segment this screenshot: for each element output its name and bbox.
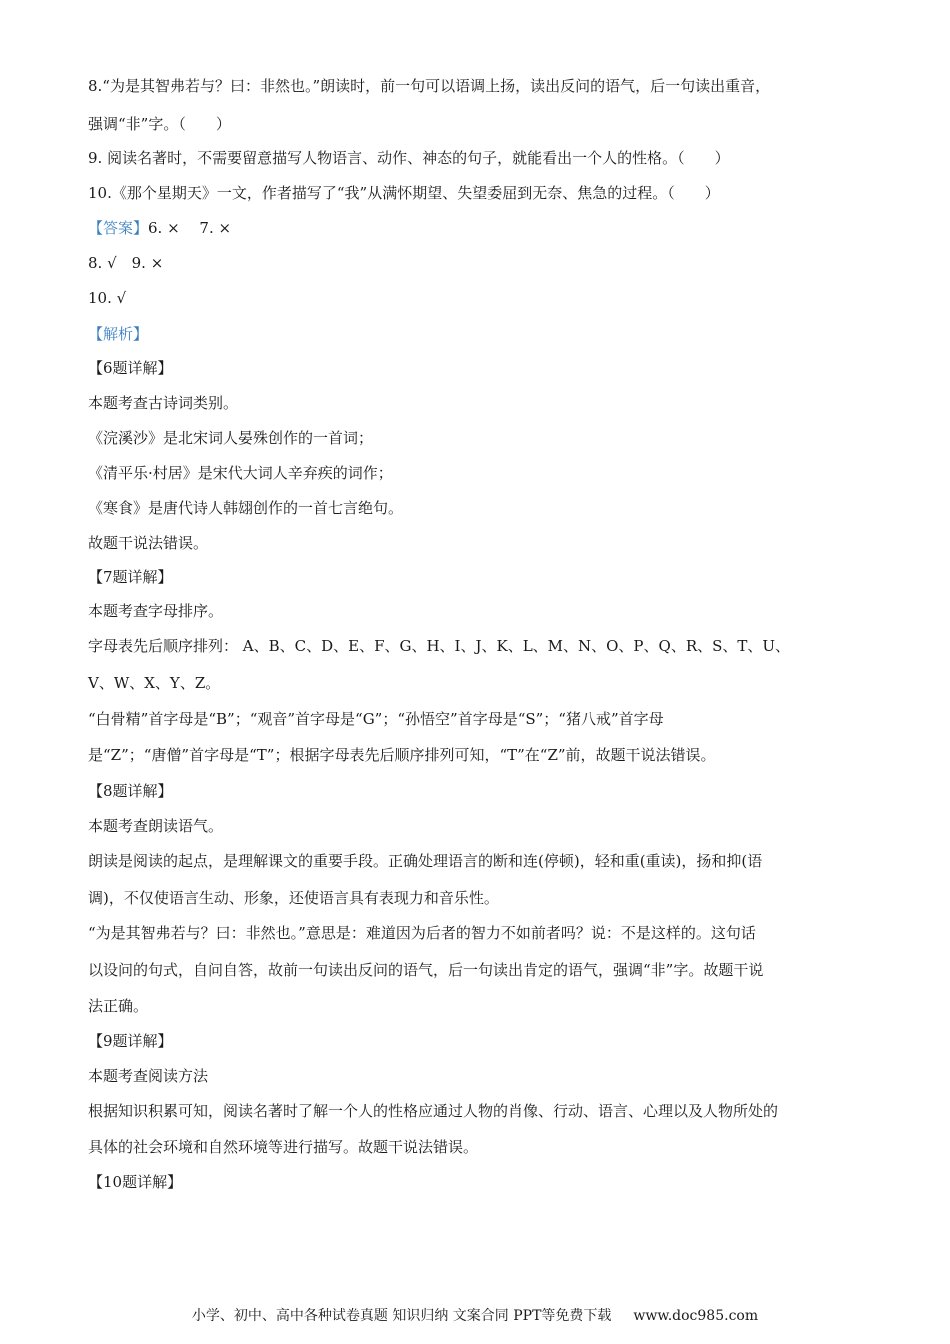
page-footer	[0, 1306, 950, 1326]
q6-heading: 【6题详解】	[88, 359, 173, 377]
footer-url[interactable]: www.doc985.com	[633, 1308, 759, 1324]
q9-heading: 【9题详解】	[88, 1032, 173, 1050]
q7-line: “白骨精”首字母是“B”；“观音”首字母是“G”；“孙悟空”首字母是“S”；“猪八戒”首字母	[88, 710, 664, 728]
q7-heading: 【7题详解】	[88, 568, 173, 586]
q9-line: 本题考查阅读方法	[88, 1067, 209, 1085]
q9-line: 根据知识积累可知，阅读名著时了解一个人的性格应通过人物的肖像、行动、语言、心理以及人物所处的	[88, 1102, 779, 1120]
question-10: 10.《那个星期天》一文，作者描写了“我”从满怀期望、失望委屈到无奈、焦急的过程。（ ）	[88, 184, 720, 202]
question-8-line-2: 强调“非”字。（ ）	[88, 115, 231, 133]
q8-line: 朗读是阅读的起点，是理解课文的重要手段。正确处理语言的断和连(停顿)，轻和重(重读)，扬和抑(语	[88, 852, 763, 870]
q8-line: 调)，不仅使语言生动、形象，还使语言具有表现力和音乐性。	[88, 889, 499, 907]
q7-line: 本题考查字母排序。	[88, 602, 224, 620]
answer-label: 【答案】	[88, 219, 149, 237]
q7-line: 是“Z”；“唐僧”首字母是“T”；根据字母表先后顺序排列可知，“T”在“Z”前，故题干说法错误。	[88, 746, 716, 764]
q8-heading: 【8题详解】	[88, 782, 173, 800]
q8-line: 法正确。	[88, 997, 149, 1015]
question-8-line-1: 8.“为是其智弗若与？曰：非然也。”朗读时，前一句可以语调上扬，读出反问的语气，后一句读出重音，	[88, 77, 771, 95]
q6-line: 《浣溪沙》是北宋词人晏殊创作的一首词；	[88, 429, 374, 447]
q6-line: 故题干说法错误。	[88, 534, 209, 552]
q8-line: “为是其智弗若与？曰：非然也。”意思是：难道因为后者的智力不如前者吗？说：不是这样的。这句话	[88, 924, 756, 942]
q7-line: V、W、X、Y、Z。	[88, 674, 221, 692]
q6-line: 本题考查古诗词类别。	[88, 394, 239, 412]
analysis-label: 【解析】	[88, 325, 149, 343]
q10-heading: 【10题详解】	[88, 1173, 183, 1191]
answer-line-1	[88, 218, 231, 238]
answer-values-1: 6. × 7. ×	[148, 219, 232, 237]
q9-line: 具体的社会环境和自然环境等进行描写。故题干说法错误。	[88, 1138, 479, 1156]
answer-line-2: 8. √ 9. ×	[88, 254, 164, 272]
q8-line: 本题考查朗读语气。	[88, 817, 224, 835]
answer-line-3: 10. √	[88, 289, 127, 307]
q8-line: 以设问的句式，自问自答，故前一句读出反问的语气，后一句读出肯定的语气，强调“非”字。故题干说	[88, 961, 764, 979]
q6-line: 《寒食》是唐代诗人韩翃创作的一首七言绝句。	[88, 499, 404, 517]
question-9: 9. 阅读名著时，不需要留意描写人物语言、动作、神态的句子，就能看出一个人的性格。（ ）	[88, 149, 730, 167]
q7-line: 字母表先后顺序排列： A、B、C、D、E、F、G、H、I、J、K、L、M、N、O、P、Q、R、S、T、U、	[88, 637, 791, 655]
footer-text: 小学、初中、高中各种试卷真题 知识归纳 文案合同 PPT等免费下载	[191, 1308, 612, 1324]
q6-line: 《清平乐·村居》是宋代大词人辛弃疾的词作；	[88, 464, 393, 482]
